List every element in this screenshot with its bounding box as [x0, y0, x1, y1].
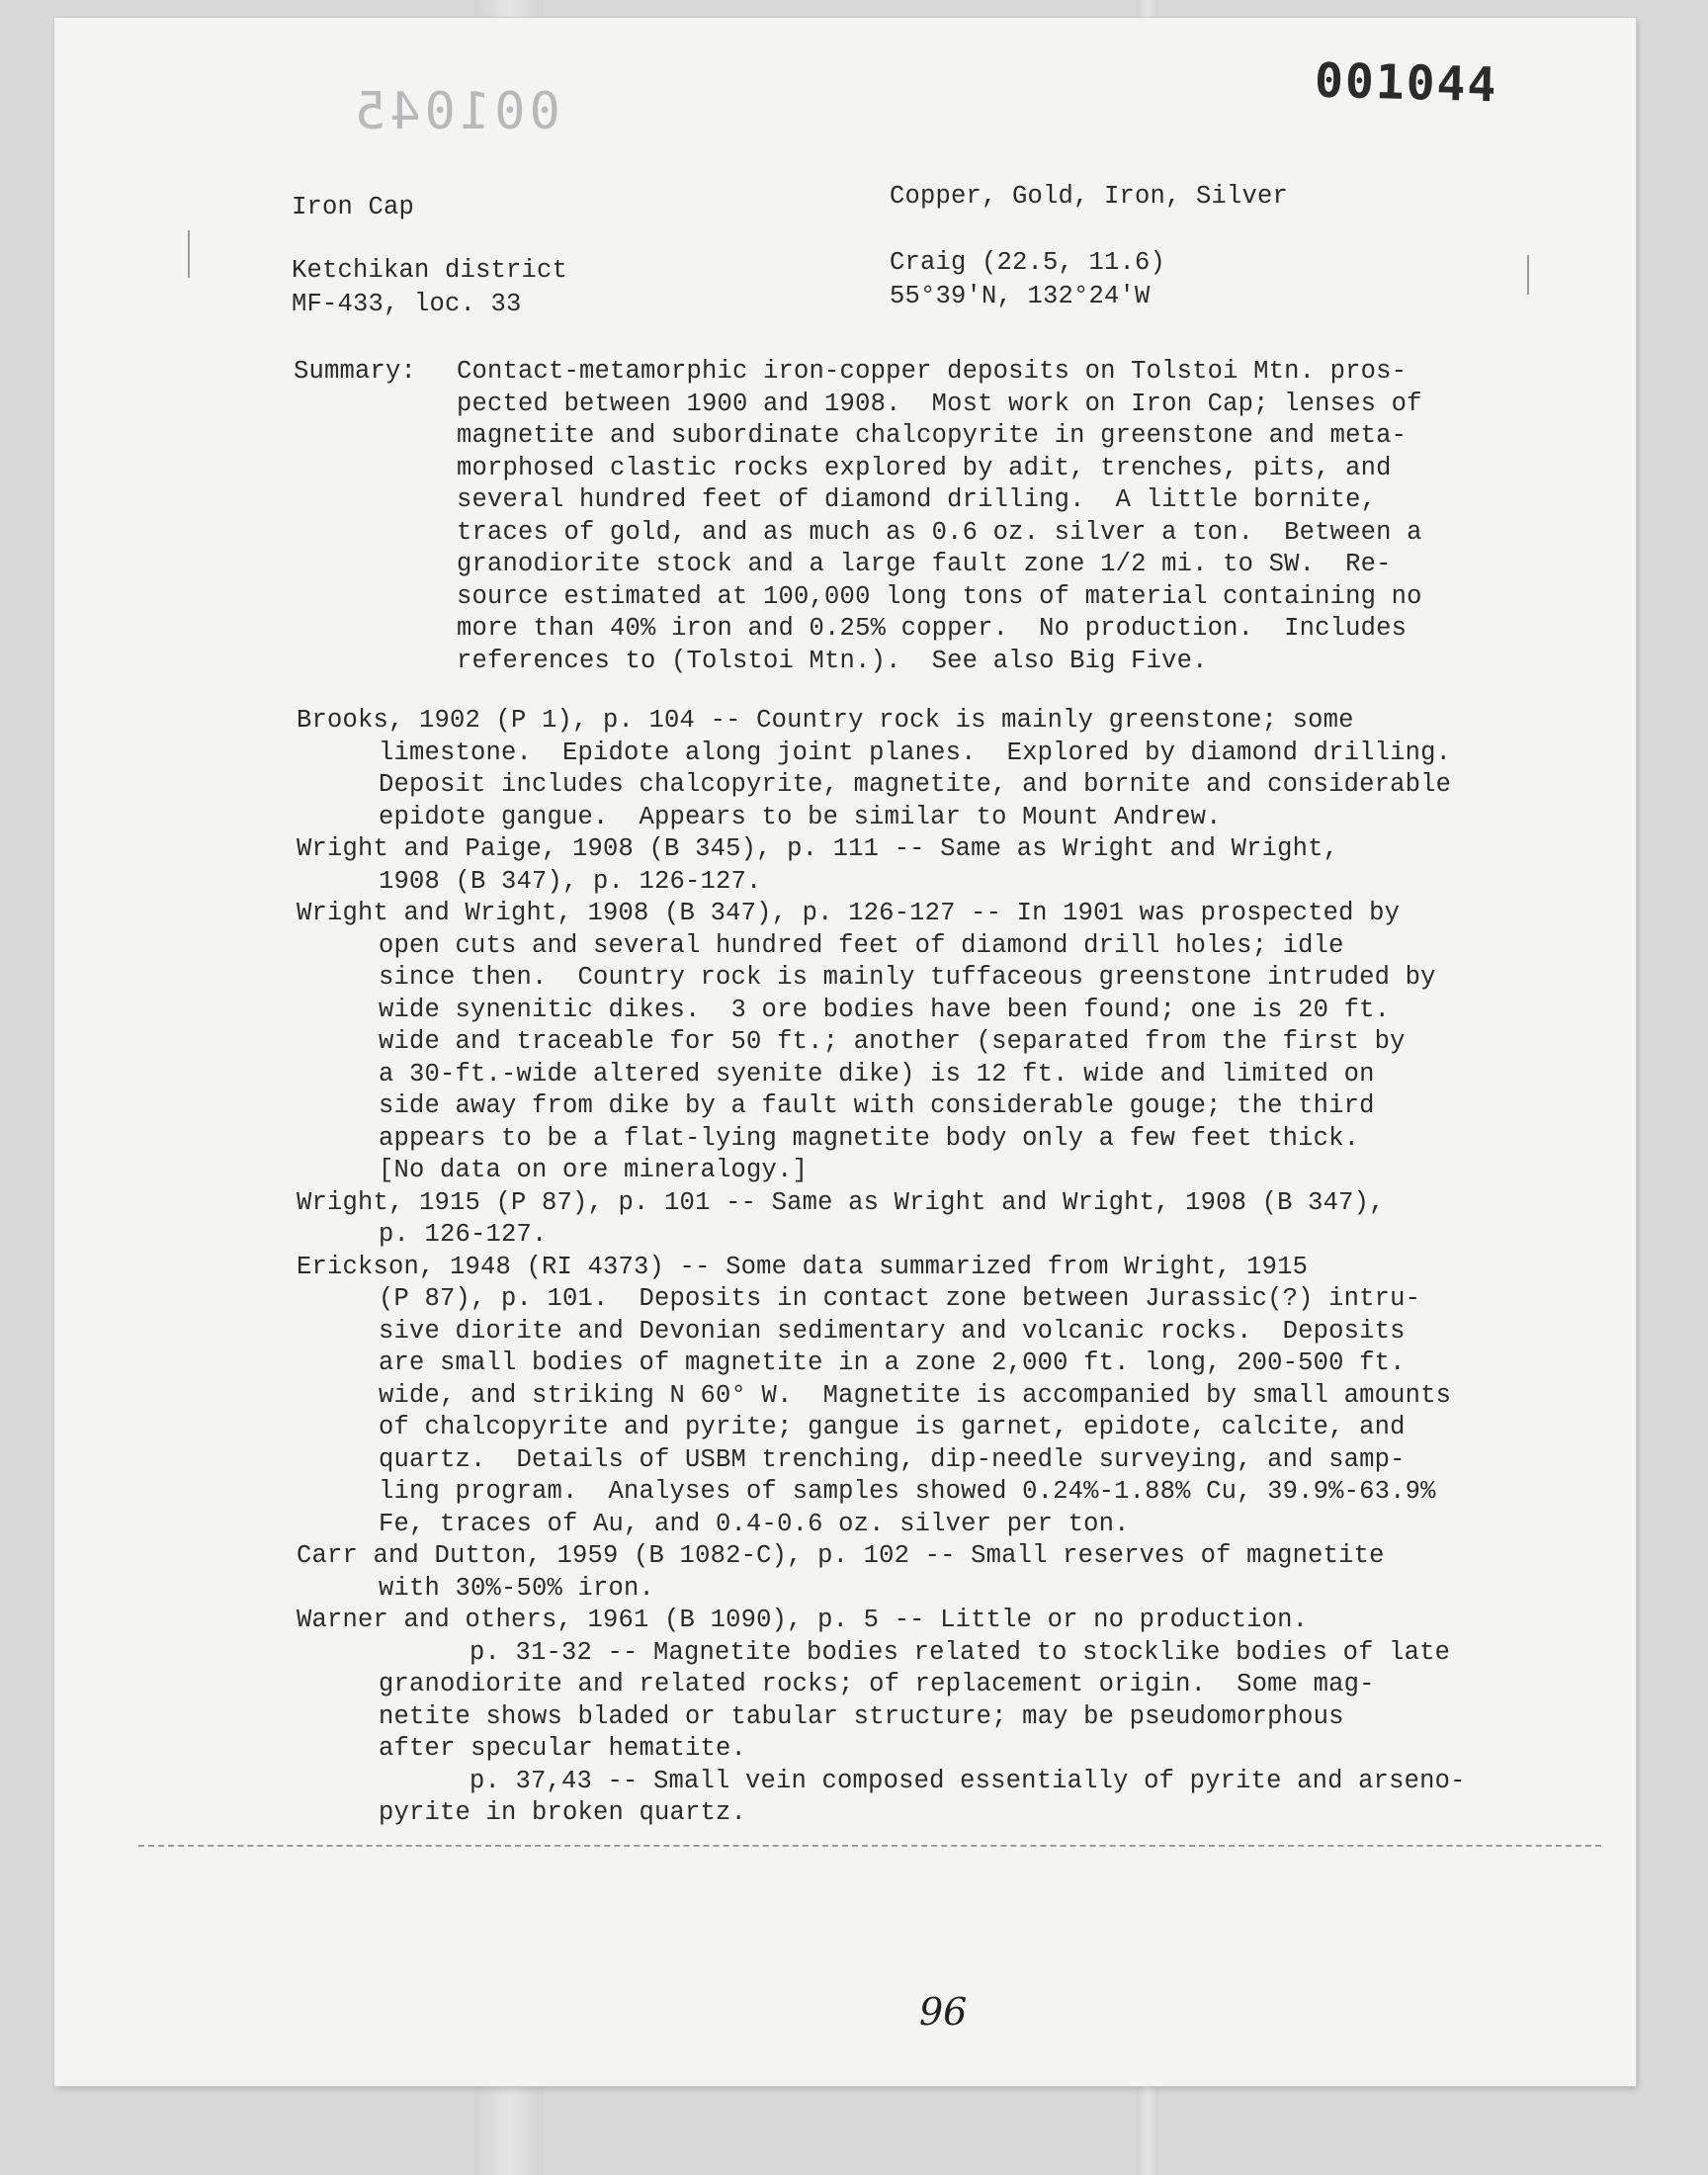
- reference-continuation: wide synenitic dikes. 3 ore bodies have been found; one is 20 ft.: [379, 995, 1391, 1024]
- deposit-name: Iron Cap: [292, 193, 415, 221]
- reference-continuation: since then. Country rock is mainly tuffaceous greenstone intruded by: [379, 963, 1436, 992]
- reference-continuation: quartz. Details of USBM trenching, dip-needle surveying, and samp-: [379, 1444, 1406, 1474]
- footer-divider: [138, 1845, 1601, 1847]
- district: Ketchikan district: [292, 256, 568, 285]
- reference-continuation: wide, and striking N 60° W. Magnetite is accompanied by small amounts: [379, 1380, 1452, 1410]
- reference-continuation: granodiorite and related rocks; of replacement origin. Some mag-: [379, 1670, 1375, 1698]
- page-stamp-number: 001044: [1314, 52, 1499, 114]
- reference-continuation: Deposit includes chalcopyrite, magnetite, and bornite and considerable: [379, 770, 1452, 799]
- summary-line: several hundred feet of diamond drilling. A little bornite,: [457, 485, 1377, 514]
- summary-line: Contact-metamorphic iron-copper deposits on Tolstoi Mtn. pros-: [457, 357, 1408, 386]
- reference-continuation: ling program. Analyses of samples showed 0.24%-1.88% Cu, 39.9%-63.9%: [379, 1477, 1436, 1506]
- summary-line: source estimated at 100,000 long tons of material containing no: [457, 581, 1422, 611]
- reference-continuation: netite shows bladed or tabular structure; may be pseudomorphous: [379, 1701, 1344, 1731]
- summary-line: morphosed clastic rocks explored by adit, trenches, pits, and: [457, 453, 1392, 482]
- reference-continuation: with 30%-50% iron.: [379, 1573, 655, 1603]
- reference-continuation: pyrite in broken quartz.: [379, 1798, 747, 1827]
- reference-continuation: sive diorite and Devonian sedimentary and volcanic rocks. Deposits: [379, 1316, 1406, 1346]
- summary-line: references to (Tolstoi Mtn.). See also Big Five.: [457, 646, 1208, 675]
- margin-mark: [1527, 255, 1529, 295]
- document-page: [54, 18, 1636, 2086]
- reference-continuation: limestone. Epidote along joint planes. Explored by diamond drilling.: [379, 738, 1452, 767]
- summary-label: Summary:: [294, 357, 417, 386]
- summary-line: more than 40% iron and 0.25% copper. No production. Includes: [457, 614, 1408, 643]
- reference-continuation: p. 126-127.: [379, 1220, 548, 1249]
- reference-continuation: (P 87), p. 101. Deposits in contact zone between Jurassic(?) intru-: [379, 1284, 1421, 1313]
- reference-continuation: a 30-ft.-wide altered syenite dike) is 12 ft. wide and limited on: [379, 1059, 1375, 1088]
- reference-continuation: are small bodies of magnetite in a zone 2,000 ft. long, 200-500 ft.: [379, 1348, 1406, 1377]
- reference-continuation: [No data on ore mineralogy.]: [379, 1156, 809, 1184]
- reference-entry: Wright and Wright, 1908 (B 347), p. 126-127 -- In 1901 was prospected by: [297, 899, 1401, 927]
- summary-line: granodiorite stock and a large fault zone 1/2 mi. to SW. Re-: [457, 550, 1392, 578]
- reference-entry: Brooks, 1902 (P 1), p. 104 -- Country rock is mainly greenstone; some: [297, 706, 1354, 735]
- reference-continuation: p. 31-32 -- Magnetite bodies related to stocklike bodies of late: [470, 1637, 1451, 1667]
- coordinates: 55°39'N, 132°24'W: [890, 282, 1151, 310]
- quadrangle: Craig (22.5, 11.6): [890, 248, 1166, 277]
- reference-continuation: epidote gangue. Appears to be similar to Mount Andrew.: [379, 802, 1222, 831]
- summary-line: pected between 1900 and 1908. Most work on Iron Cap; lenses of: [457, 389, 1422, 418]
- reference-continuation: appears to be a flat-lying magnetite body only a few feet thick.: [379, 1123, 1360, 1153]
- reference-continuation: Fe, traces of Au, and 0.4-0.6 oz. silver per ton.: [379, 1509, 1130, 1538]
- reference-entry: Erickson, 1948 (RI 4373) -- Some data summarized from Wright, 1915: [297, 1252, 1309, 1281]
- reference-continuation: side away from dike by a fault with considerable gouge; the third: [379, 1091, 1375, 1120]
- reference-continuation: open cuts and several hundred feet of diamond drill holes; idle: [379, 930, 1344, 960]
- mirrored-stamp-number: 001045: [351, 82, 560, 141]
- reference-continuation: wide and traceable for 50 ft.; another (separated from the first by: [379, 1027, 1406, 1056]
- reference-entry: Wright, 1915 (P 87), p. 101 -- Same as Wright and Wright, 1908 (B 347),: [297, 1187, 1385, 1217]
- summary-line: magnetite and subordinate chalcopyrite in greenstone and meta-: [457, 421, 1408, 450]
- reference-continuation: after specular hematite.: [379, 1734, 747, 1763]
- commodities: Copper, Gold, Iron, Silver: [890, 182, 1289, 211]
- reference-continuation: of chalcopyrite and pyrite; gangue is garnet, epidote, calcite, and: [379, 1413, 1406, 1441]
- margin-mark: [188, 230, 190, 278]
- reference-continuation: 1908 (B 347), p. 126-127.: [379, 866, 762, 896]
- summary-line: traces of gold, and as much as 0.6 oz. silver a ton. Between a: [457, 517, 1422, 547]
- reference-entry: Warner and others, 1961 (B 1090), p. 5 -- Little or no production.: [297, 1606, 1309, 1634]
- reference-continuation: p. 37,43 -- Small vein composed essentially of pyrite and arseno-: [470, 1766, 1466, 1795]
- reference-entry: Carr and Dutton, 1959 (B 1082-C), p. 102 -- Small reserves of magnetite: [297, 1541, 1385, 1570]
- page-number: 96: [919, 1990, 968, 2034]
- reference-entry: Wright and Paige, 1908 (B 345), p. 111 -- Same as Wright and Wright,: [297, 834, 1339, 863]
- map-reference: MF-433, loc. 33: [292, 290, 522, 318]
